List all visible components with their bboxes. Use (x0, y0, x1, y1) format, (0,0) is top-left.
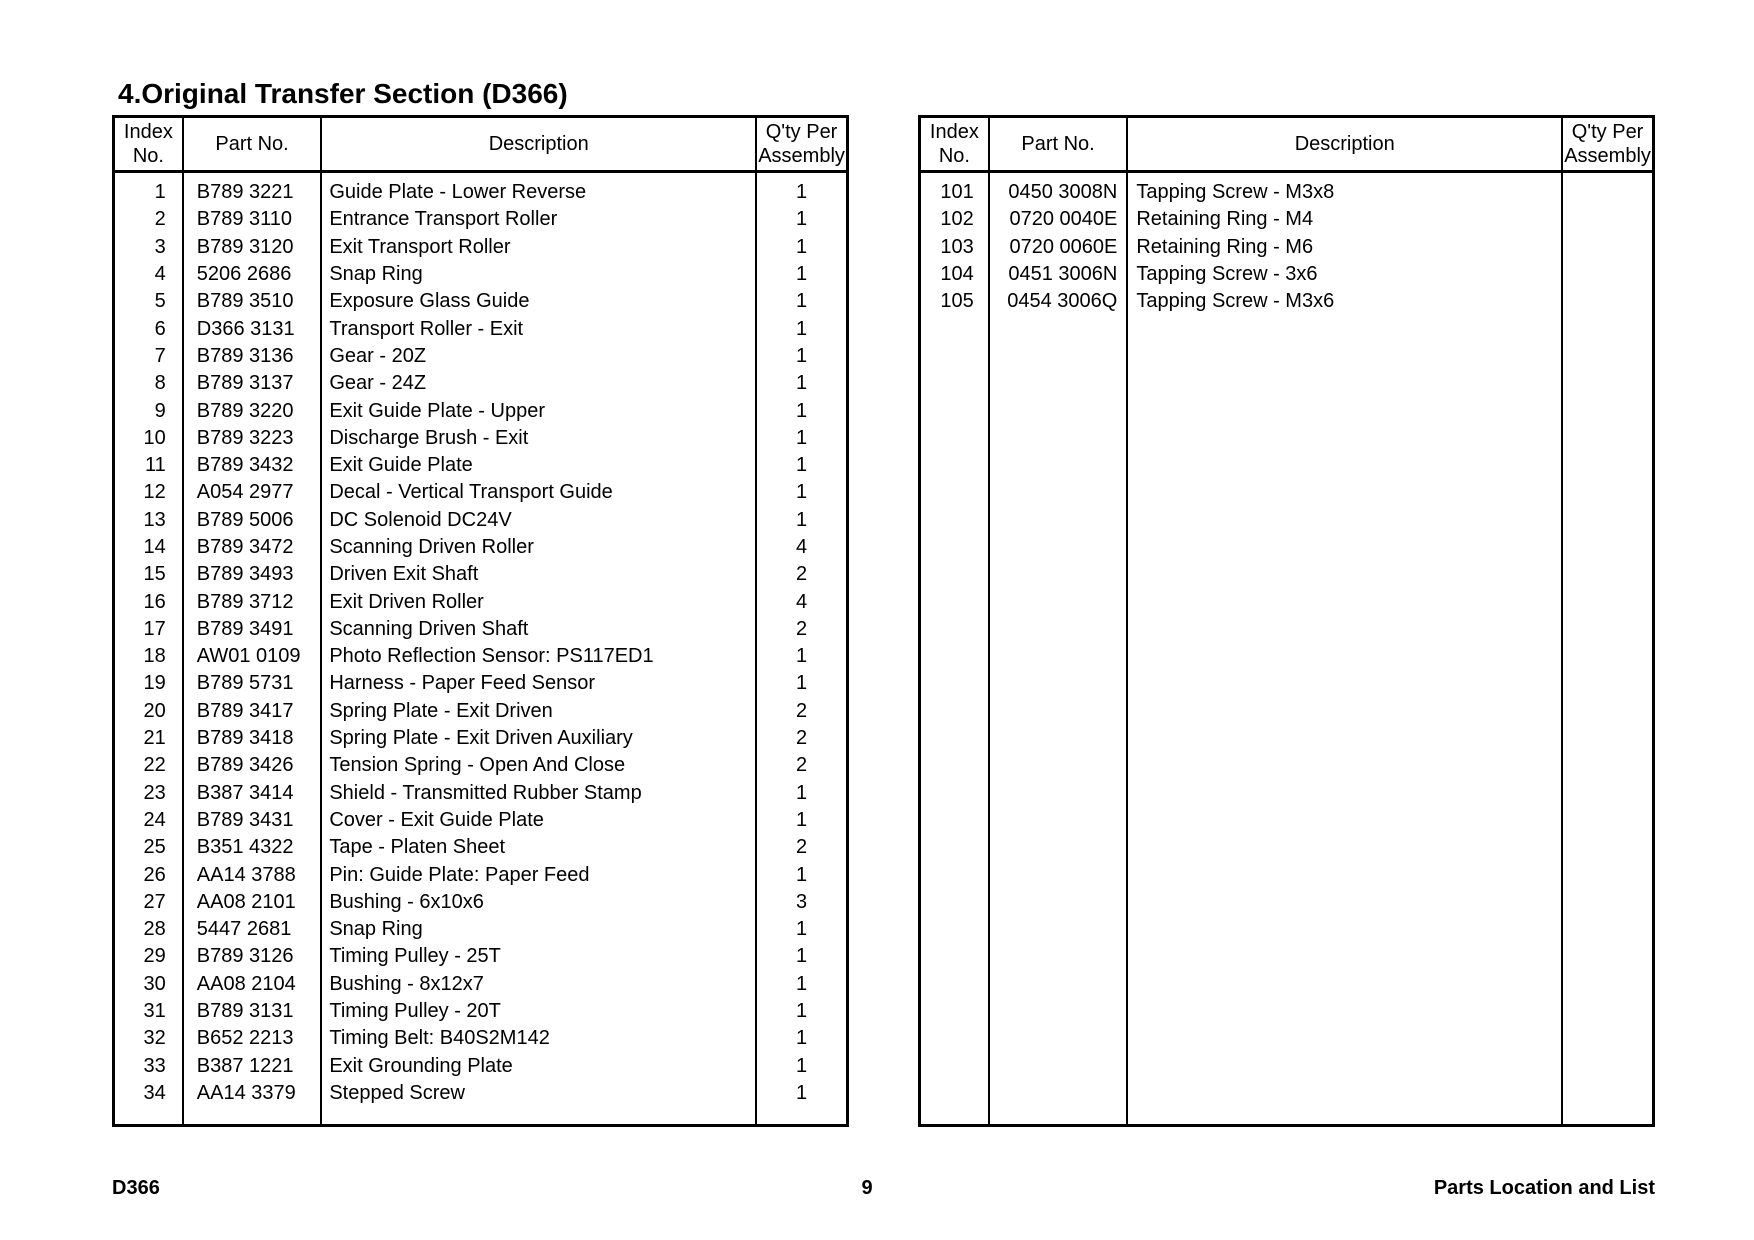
part-number-cell: B652 2213 (183, 1025, 322, 1052)
quantity-cell: 1 (795, 945, 808, 968)
table-row (920, 172, 1654, 207)
table-row (114, 343, 848, 370)
table-header-row (920, 117, 1654, 172)
index-cell: 22 (114, 752, 183, 779)
part-number-cell: B789 3431 (183, 807, 322, 834)
part-number-cell: B789 3418 (183, 725, 322, 752)
footer-model: D366 (112, 1177, 160, 1199)
part-number-cell: A054 2977 (183, 479, 322, 506)
page-title: 4.Original Transfer Section (D366) (118, 78, 568, 109)
index-cell: 12 (114, 479, 183, 506)
index-cell: 34 (114, 1080, 183, 1107)
description-cell: Driven Exit Shaft (321, 561, 756, 588)
header-index: Index No. (920, 117, 989, 172)
table-row (114, 234, 848, 261)
table-row (114, 588, 848, 615)
index-cell: 33 (114, 1053, 183, 1080)
quantity-cell: 4 (795, 590, 808, 613)
description-cell: Timing Pulley - 20T (321, 998, 756, 1025)
index-cell: 15 (114, 561, 183, 588)
table-row (114, 206, 848, 233)
table-row (114, 1080, 848, 1107)
quantity-cell: 1 (795, 208, 808, 231)
part-number-cell: 0720 0040E (989, 206, 1128, 233)
description-cell: Cover - Exit Guide Plate (321, 807, 756, 834)
part-number-cell: 0451 3006N (989, 261, 1128, 288)
index-cell: 17 (114, 616, 183, 643)
quantity-cell: 1 (795, 426, 808, 449)
table-row (114, 425, 848, 452)
quantity-cell: 1 (795, 645, 808, 668)
table-row (920, 288, 1654, 315)
part-number-cell: B789 5731 (183, 670, 322, 697)
quantity-cell: 1 (795, 918, 808, 941)
quantity-cell: 1 (795, 863, 808, 886)
quantity-cell: 1 (795, 181, 808, 204)
quantity-cell: 1 (795, 972, 808, 995)
table-filler-row (920, 315, 1654, 1125)
table-filler-row (114, 1107, 848, 1125)
description-cell: Timing Pulley - 25T (321, 943, 756, 970)
part-number-cell: B789 3110 (183, 206, 322, 233)
quantity-cell: 1 (795, 1000, 808, 1023)
table-row (114, 534, 848, 561)
quantity-cell: 1 (795, 508, 808, 531)
table-row (114, 1025, 848, 1052)
description-cell: Bushing - 8x12x7 (321, 971, 756, 998)
empty-cell (114, 1107, 183, 1125)
quantity-cell: 1 (795, 781, 808, 804)
quantity-cell (1562, 206, 1653, 233)
part-number-cell: B789 3432 (183, 452, 322, 479)
part-number-cell: 5447 2681 (183, 916, 322, 943)
description-cell: Spring Plate - Exit Driven Auxiliary (321, 725, 756, 752)
description-cell: Photo Reflection Sensor: PS117ED1 (321, 643, 756, 670)
table-row (114, 670, 848, 697)
table-row (114, 1053, 848, 1080)
description-cell: Exit Guide Plate - Upper (321, 397, 756, 424)
description-cell: DC Solenoid DC24V (321, 507, 756, 534)
part-number-cell: 0450 3008N (989, 172, 1128, 207)
index-cell: 28 (114, 916, 183, 943)
part-number-cell: B387 1221 (183, 1053, 322, 1080)
table-row (114, 943, 848, 970)
part-number-cell: B789 3131 (183, 998, 322, 1025)
header-description: Description (321, 117, 756, 172)
description-cell: Decal - Vertical Transport Guide (321, 479, 756, 506)
index-cell: 21 (114, 725, 183, 752)
index-cell: 6 (114, 315, 183, 342)
description-cell: Transport Roller - Exit (321, 315, 756, 342)
index-cell: 16 (114, 588, 183, 615)
index-cell: 25 (114, 834, 183, 861)
header-part-no: Part No. (183, 117, 322, 172)
index-cell: 8 (114, 370, 183, 397)
index-cell: 101 (920, 172, 989, 207)
part-number-cell: AA08 2101 (183, 889, 322, 916)
index-cell: 4 (114, 261, 183, 288)
description-cell: Scanning Driven Shaft (321, 616, 756, 643)
index-cell: 10 (114, 425, 183, 452)
index-cell: 14 (114, 534, 183, 561)
empty-cell (756, 1107, 847, 1125)
description-cell: Snap Ring (321, 916, 756, 943)
empty-cell (1127, 315, 1562, 1125)
quantity-cell: 2 (795, 754, 808, 777)
description-cell: Stepped Screw (321, 1080, 756, 1107)
index-cell: 9 (114, 397, 183, 424)
description-cell: Retaining Ring - M6 (1127, 234, 1562, 261)
quantity-cell: 2 (795, 727, 808, 750)
table-row (114, 725, 848, 752)
description-cell: Harness - Paper Feed Sensor (321, 670, 756, 697)
index-cell: 2 (114, 206, 183, 233)
table-row (114, 397, 848, 424)
footer-page-number: 9 (861, 1177, 873, 1199)
table-row (114, 261, 848, 288)
quantity-cell: 1 (795, 263, 808, 286)
empty-cell (989, 315, 1128, 1125)
quantity-cell: 2 (795, 836, 808, 859)
table-row (114, 807, 848, 834)
description-cell: Spring Plate - Exit Driven (321, 698, 756, 725)
empty-cell (183, 1107, 322, 1125)
quantity-cell (1562, 288, 1653, 315)
part-number-cell: B789 5006 (183, 507, 322, 534)
table-row (114, 370, 848, 397)
description-cell: Exposure Glass Guide (321, 288, 756, 315)
empty-cell (1562, 315, 1653, 1125)
description-cell: Entrance Transport Roller (321, 206, 756, 233)
index-cell: 103 (920, 234, 989, 261)
part-number-cell: B351 4322 (183, 834, 322, 861)
index-cell: 18 (114, 643, 183, 670)
description-cell: Exit Transport Roller (321, 234, 756, 261)
table-row (114, 780, 848, 807)
empty-cell (920, 315, 989, 1125)
part-number-cell: B789 3712 (183, 588, 322, 615)
description-cell: Exit Driven Roller (321, 588, 756, 615)
index-cell: 27 (114, 889, 183, 916)
quantity-cell: 3 (795, 890, 808, 913)
table-row (114, 916, 848, 943)
index-cell: 19 (114, 670, 183, 697)
index-cell: 31 (114, 998, 183, 1025)
part-number-cell: B789 3221 (183, 172, 322, 207)
index-cell: 105 (920, 288, 989, 315)
index-cell: 102 (920, 206, 989, 233)
table-row (920, 206, 1654, 233)
table-row (114, 698, 848, 725)
description-cell: Tension Spring - Open And Close (321, 752, 756, 779)
quantity-cell: 1 (795, 481, 808, 504)
index-cell: 5 (114, 288, 183, 315)
quantity-cell: 1 (795, 317, 808, 340)
part-number-cell: B789 3493 (183, 561, 322, 588)
part-number-cell: 5206 2686 (183, 261, 322, 288)
index-cell: 32 (114, 1025, 183, 1052)
part-number-cell: B789 3472 (183, 534, 322, 561)
index-cell: 26 (114, 861, 183, 888)
quantity-cell: 1 (795, 1081, 808, 1104)
table-row (114, 452, 848, 479)
part-number-cell: B789 3417 (183, 698, 322, 725)
description-cell: Bushing - 6x10x6 (321, 889, 756, 916)
table-row (114, 889, 848, 916)
description-cell: Gear - 20Z (321, 343, 756, 370)
part-number-cell: 0720 0060E (989, 234, 1128, 261)
table-row (114, 998, 848, 1025)
index-cell: 20 (114, 698, 183, 725)
part-number-cell: D366 3131 (183, 315, 322, 342)
quantity-cell: 1 (795, 344, 808, 367)
table-row (114, 288, 848, 315)
description-cell: Tapping Screw - M3x8 (1127, 172, 1562, 207)
part-number-cell: B387 3414 (183, 780, 322, 807)
parts-table-left (112, 115, 849, 1127)
quantity-cell: 1 (795, 290, 808, 313)
quantity-cell: 1 (795, 399, 808, 422)
header-qty: Q'ty Per Assembly (1562, 117, 1653, 172)
description-cell: Tapping Screw - M3x6 (1127, 288, 1562, 315)
part-number-cell: AA14 3379 (183, 1080, 322, 1107)
table-row (114, 479, 848, 506)
empty-cell (321, 1107, 756, 1125)
quantity-cell: 2 (795, 617, 808, 640)
description-cell: Scanning Driven Roller (321, 534, 756, 561)
table-row (114, 971, 848, 998)
index-cell: 3 (114, 234, 183, 261)
quantity-cell: 4 (795, 536, 808, 558)
quantity-cell: 1 (795, 1027, 808, 1050)
part-number-cell: B789 3220 (183, 397, 322, 424)
quantity-cell (1562, 261, 1653, 288)
quantity-cell: 1 (795, 672, 808, 695)
description-cell: Tape - Platen Sheet (321, 834, 756, 861)
index-cell: 23 (114, 780, 183, 807)
header-index: Index No. (114, 117, 183, 172)
table-row (114, 616, 848, 643)
index-cell: 24 (114, 807, 183, 834)
index-cell: 13 (114, 507, 183, 534)
table-row (114, 643, 848, 670)
parts-table-right (918, 115, 1655, 1127)
index-cell: 1 (114, 172, 183, 207)
part-number-cell: B789 3126 (183, 943, 322, 970)
part-number-cell: B789 3137 (183, 370, 322, 397)
part-number-cell: B789 3120 (183, 234, 322, 261)
index-cell: 29 (114, 943, 183, 970)
header-qty: Q'ty Per Assembly (756, 117, 847, 172)
table-row (114, 561, 848, 588)
part-number-cell: AA08 2104 (183, 971, 322, 998)
description-cell: Exit Guide Plate (321, 452, 756, 479)
part-number-cell: AW01 0109 (183, 643, 322, 670)
part-number-cell: B789 3136 (183, 343, 322, 370)
description-cell: Pin: Guide Plate: Paper Feed (321, 861, 756, 888)
header-description: Description (1127, 117, 1562, 172)
part-number-cell: AA14 3788 (183, 861, 322, 888)
description-cell: Timing Belt: B40S2M142 (321, 1025, 756, 1052)
description-cell: Snap Ring (321, 261, 756, 288)
index-cell: 7 (114, 343, 183, 370)
table-row (920, 234, 1654, 261)
footer-section-title: Parts Location and List (1433, 1177, 1655, 1199)
quantity-cell: 1 (795, 1054, 808, 1077)
description-cell: Retaining Ring - M4 (1127, 206, 1562, 233)
description-cell: Discharge Brush - Exit (321, 425, 756, 452)
quantity-cell (1562, 234, 1653, 261)
index-cell: 30 (114, 971, 183, 998)
table-row (920, 261, 1654, 288)
quantity-cell: 1 (795, 235, 808, 258)
table-row (114, 315, 848, 342)
table-row (114, 507, 848, 534)
index-cell: 11 (114, 452, 183, 479)
part-number-cell: B789 3510 (183, 288, 322, 315)
description-cell: Tapping Screw - 3x6 (1127, 261, 1562, 288)
quantity-cell: 2 (795, 563, 808, 586)
description-cell: Shield - Transmitted Rubber Stamp (321, 780, 756, 807)
description-cell: Exit Grounding Plate (321, 1053, 756, 1080)
table-header-row (114, 117, 848, 172)
quantity-cell (1562, 172, 1653, 207)
part-number-cell: 0454 3006Q (989, 288, 1128, 315)
part-number-cell: B789 3491 (183, 616, 322, 643)
part-number-cell: B789 3426 (183, 752, 322, 779)
table-row (114, 752, 848, 779)
header-part-no: Part No. (989, 117, 1128, 172)
description-cell: Guide Plate - Lower Reverse (321, 172, 756, 207)
index-cell: 104 (920, 261, 989, 288)
description-cell: Gear - 24Z (321, 370, 756, 397)
table-row (114, 172, 848, 207)
table-row (114, 861, 848, 888)
part-number-cell: B789 3223 (183, 425, 322, 452)
quantity-cell: 1 (795, 454, 808, 477)
table-row (114, 834, 848, 861)
quantity-cell: 2 (795, 699, 808, 722)
quantity-cell: 1 (795, 808, 808, 831)
quantity-cell: 1 (795, 372, 808, 395)
